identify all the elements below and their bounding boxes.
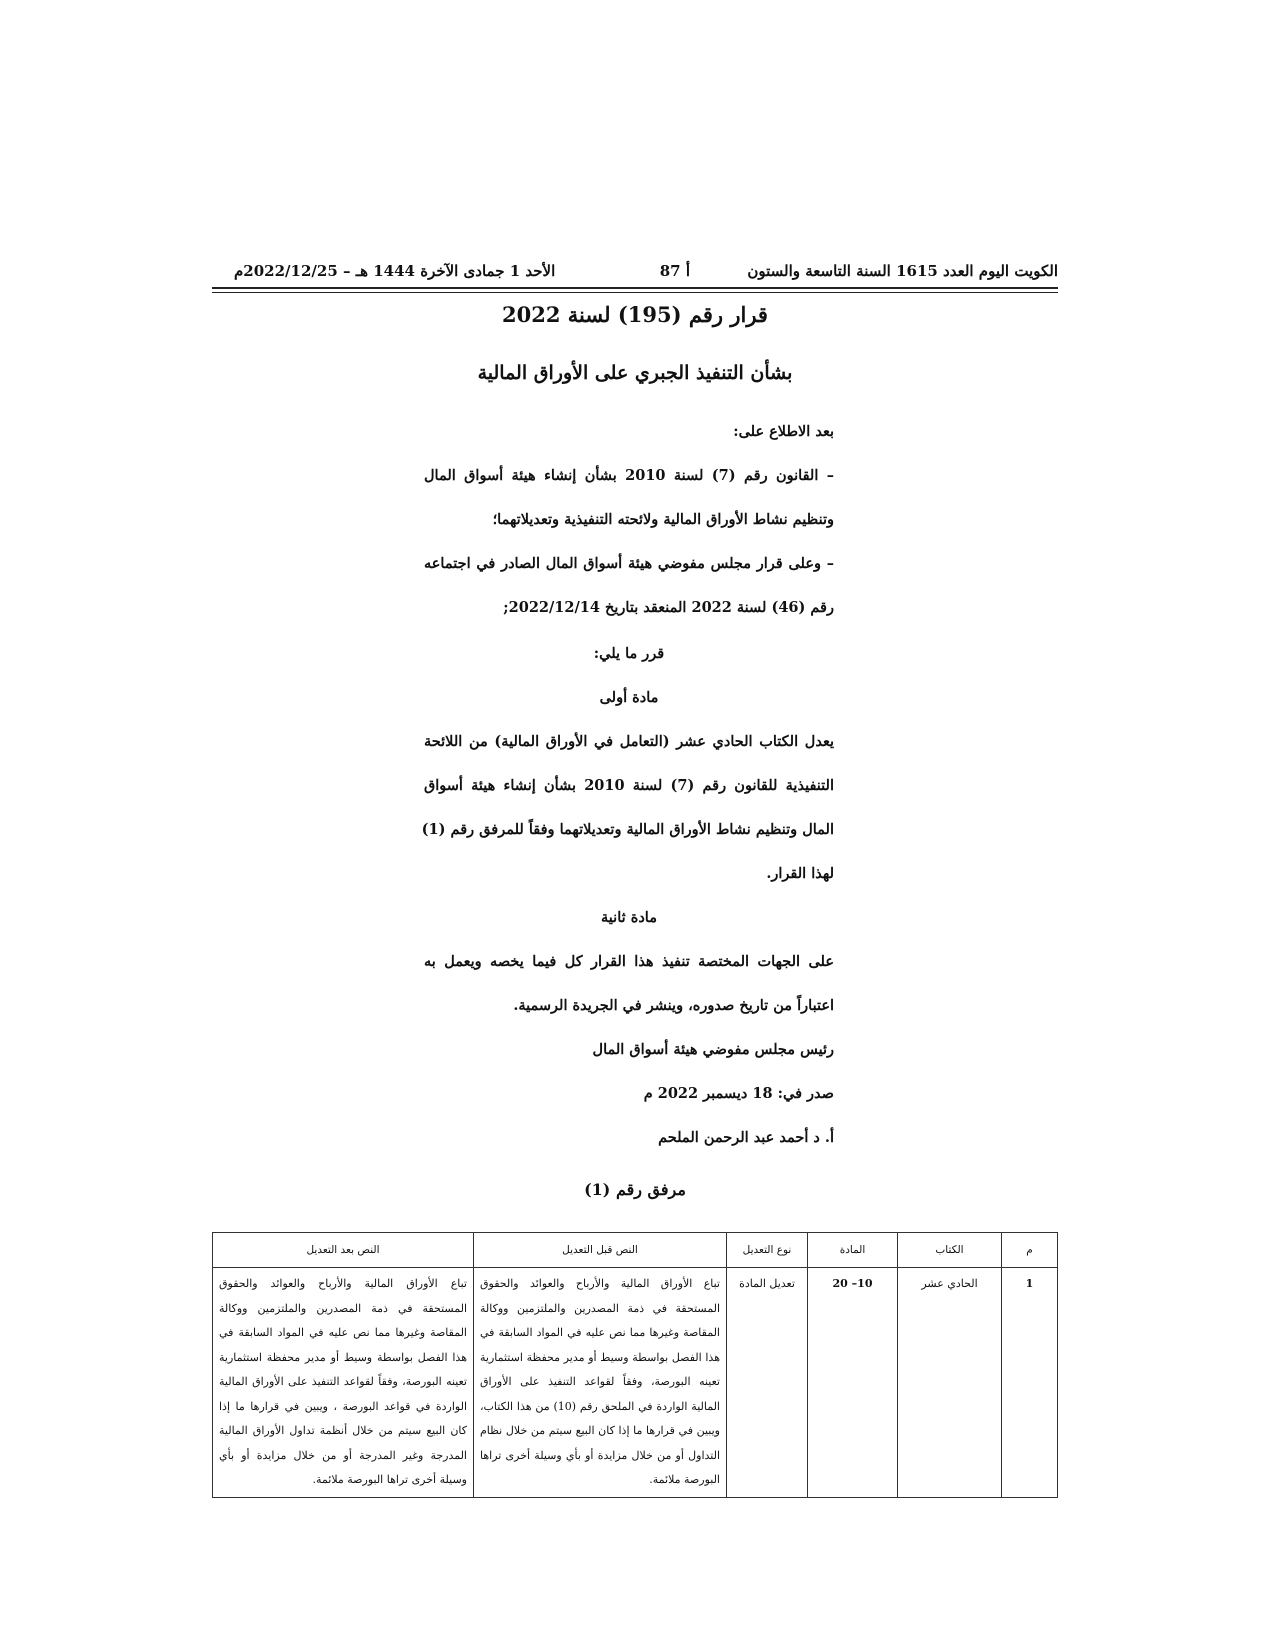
cell-article: 10– 20 (808, 1268, 898, 1498)
header-article: المادة (808, 1233, 898, 1268)
header-before: النص قبل التعديل (474, 1233, 727, 1268)
amendment-table (212, 1232, 1058, 1498)
decided-heading: قرر ما يلي: (593, 645, 665, 662)
signatory-name: أ. د أحمد عبد الرحمن الملحم (658, 1129, 834, 1146)
decision-title: قرار رقم (195) لسنة 2022 (502, 302, 768, 327)
header-after: النص بعد التعديل (213, 1233, 474, 1268)
article-1-line-4: لهذا القرار. (766, 865, 834, 882)
gazette-header (212, 258, 1058, 288)
decision-subtitle: بشأن التنفيذ الجبري على الأوراق المالية (477, 362, 793, 384)
header-book: الكتاب (898, 1233, 1002, 1268)
article-1-line-2: التنفيذية للقانون رقم (7) لسنة 2010 بشأن إنشاء هيئة أسواق (424, 777, 834, 794)
issue-date: صدر في: 18 ديسمبر 2022 م (643, 1085, 834, 1102)
preamble-law-line-1: – القانون رقم (7) لسنة 2010 بشأن إنشاء هيئة أسواق المال (424, 467, 834, 484)
article-1-line-1: يعدل الكتاب الحادي عشر (التعامل في الأوراق المالية) من اللائحة (424, 733, 834, 750)
signatory-role: رئيس مجلس مفوضي هيئة أسواق المال (592, 1041, 834, 1058)
header-no: م (1002, 1233, 1058, 1268)
header-rule-thick (212, 287, 1058, 289)
article-2-line-1: على الجهات المختصة تنفيذ هذا القرار كل فيما يخصه ويعمل به (424, 953, 834, 970)
header-rule-thin (212, 292, 1058, 293)
annex-title: مرفق رقم (1) (584, 1180, 686, 1199)
preamble-decision-line-2: رقم (46) لسنة 2022 المنعقد بتاريخ 2022/12/14; (503, 599, 834, 616)
gazette-issue-info: الكويت اليوم العدد 1615 السنة التاسعة والستون (747, 262, 1058, 280)
article-1-heading: مادة أولى (599, 689, 659, 706)
cell-book: الحادي عشر (898, 1268, 1002, 1498)
cell-no: 1 (1002, 1268, 1058, 1498)
table-header-row (213, 1233, 1058, 1268)
article-2-heading: مادة ثانية (601, 909, 657, 926)
preamble-decision-line-1: – وعلى قرار مجلس مفوضي هيئة أسواق المال الصادر في اجتماعه (424, 555, 834, 572)
page-number: أ 87 (659, 262, 690, 280)
article-1-line-3: المال وتنظيم نشاط الأوراق المالية وتعديلاتهما وفقاً للمرفق رقم (1) (421, 821, 834, 838)
table-row (213, 1268, 1058, 1498)
header-amend-type: نوع التعديل (727, 1233, 808, 1268)
cell-before: تباع الأوراق المالية والأرباح والعوائد والحقوق المستحقة في ذمة المصدرين والملتزمين ووكالة المقاصة وغيرها مما نص عليه في المواد السابقة في هذا الفصل بواسطة وسيط أو مدير محفظة استثمارية تعينه البورصة، وفقاً لقواعد التنفيذ على الأوراق المالية الواردة في الملحق رقم (10) من هذا الكتاب، ويبين في قرارها ما إذا كان البيع سيتم من خلال نظام التداول أو من خلال مزايدة أو بأي وسيلة أخرى تراها البورصة ملائمة. (474, 1268, 727, 1498)
preamble-law-line-2: وتنظيم نشاط الأوراق المالية ولائحته التنفيذية وتعديلاتهما؛ (492, 511, 834, 528)
cell-amend-type: تعديل المادة (727, 1268, 808, 1498)
article-2-line-2: اعتباراً من تاريخ صدوره، وينشر في الجريدة الرسمية. (513, 997, 834, 1014)
preamble-intro: بعد الاطلاع على: (733, 423, 834, 440)
gazette-date: الأحد 1 جمادى الآخرة 1444 هـ – 2022/12/25م (234, 262, 556, 280)
cell-after: تباع الأوراق المالية والأرباح والعوائد والحقوق المستحقة في ذمة المصدرين والملتزمين ووكالة المقاصة وغيرها مما نص عليه في المواد السابقة في هذا الفصل بواسطة وسيط أو مدير محفظة استثمارية تعينه البورصة، وفقاً لقواعد التنفيذ على الأوراق المالية الواردة في قواعد البورصة ، ويبين في قرارها ما إذا كان البيع سيتم من خلال أنظمة تداول الأوراق المالية المدرجة وغير المدرجة أو من خلال مزايدة أو بأي وسيلة أخرى تراها البورصة ملائمة. (213, 1268, 474, 1498)
